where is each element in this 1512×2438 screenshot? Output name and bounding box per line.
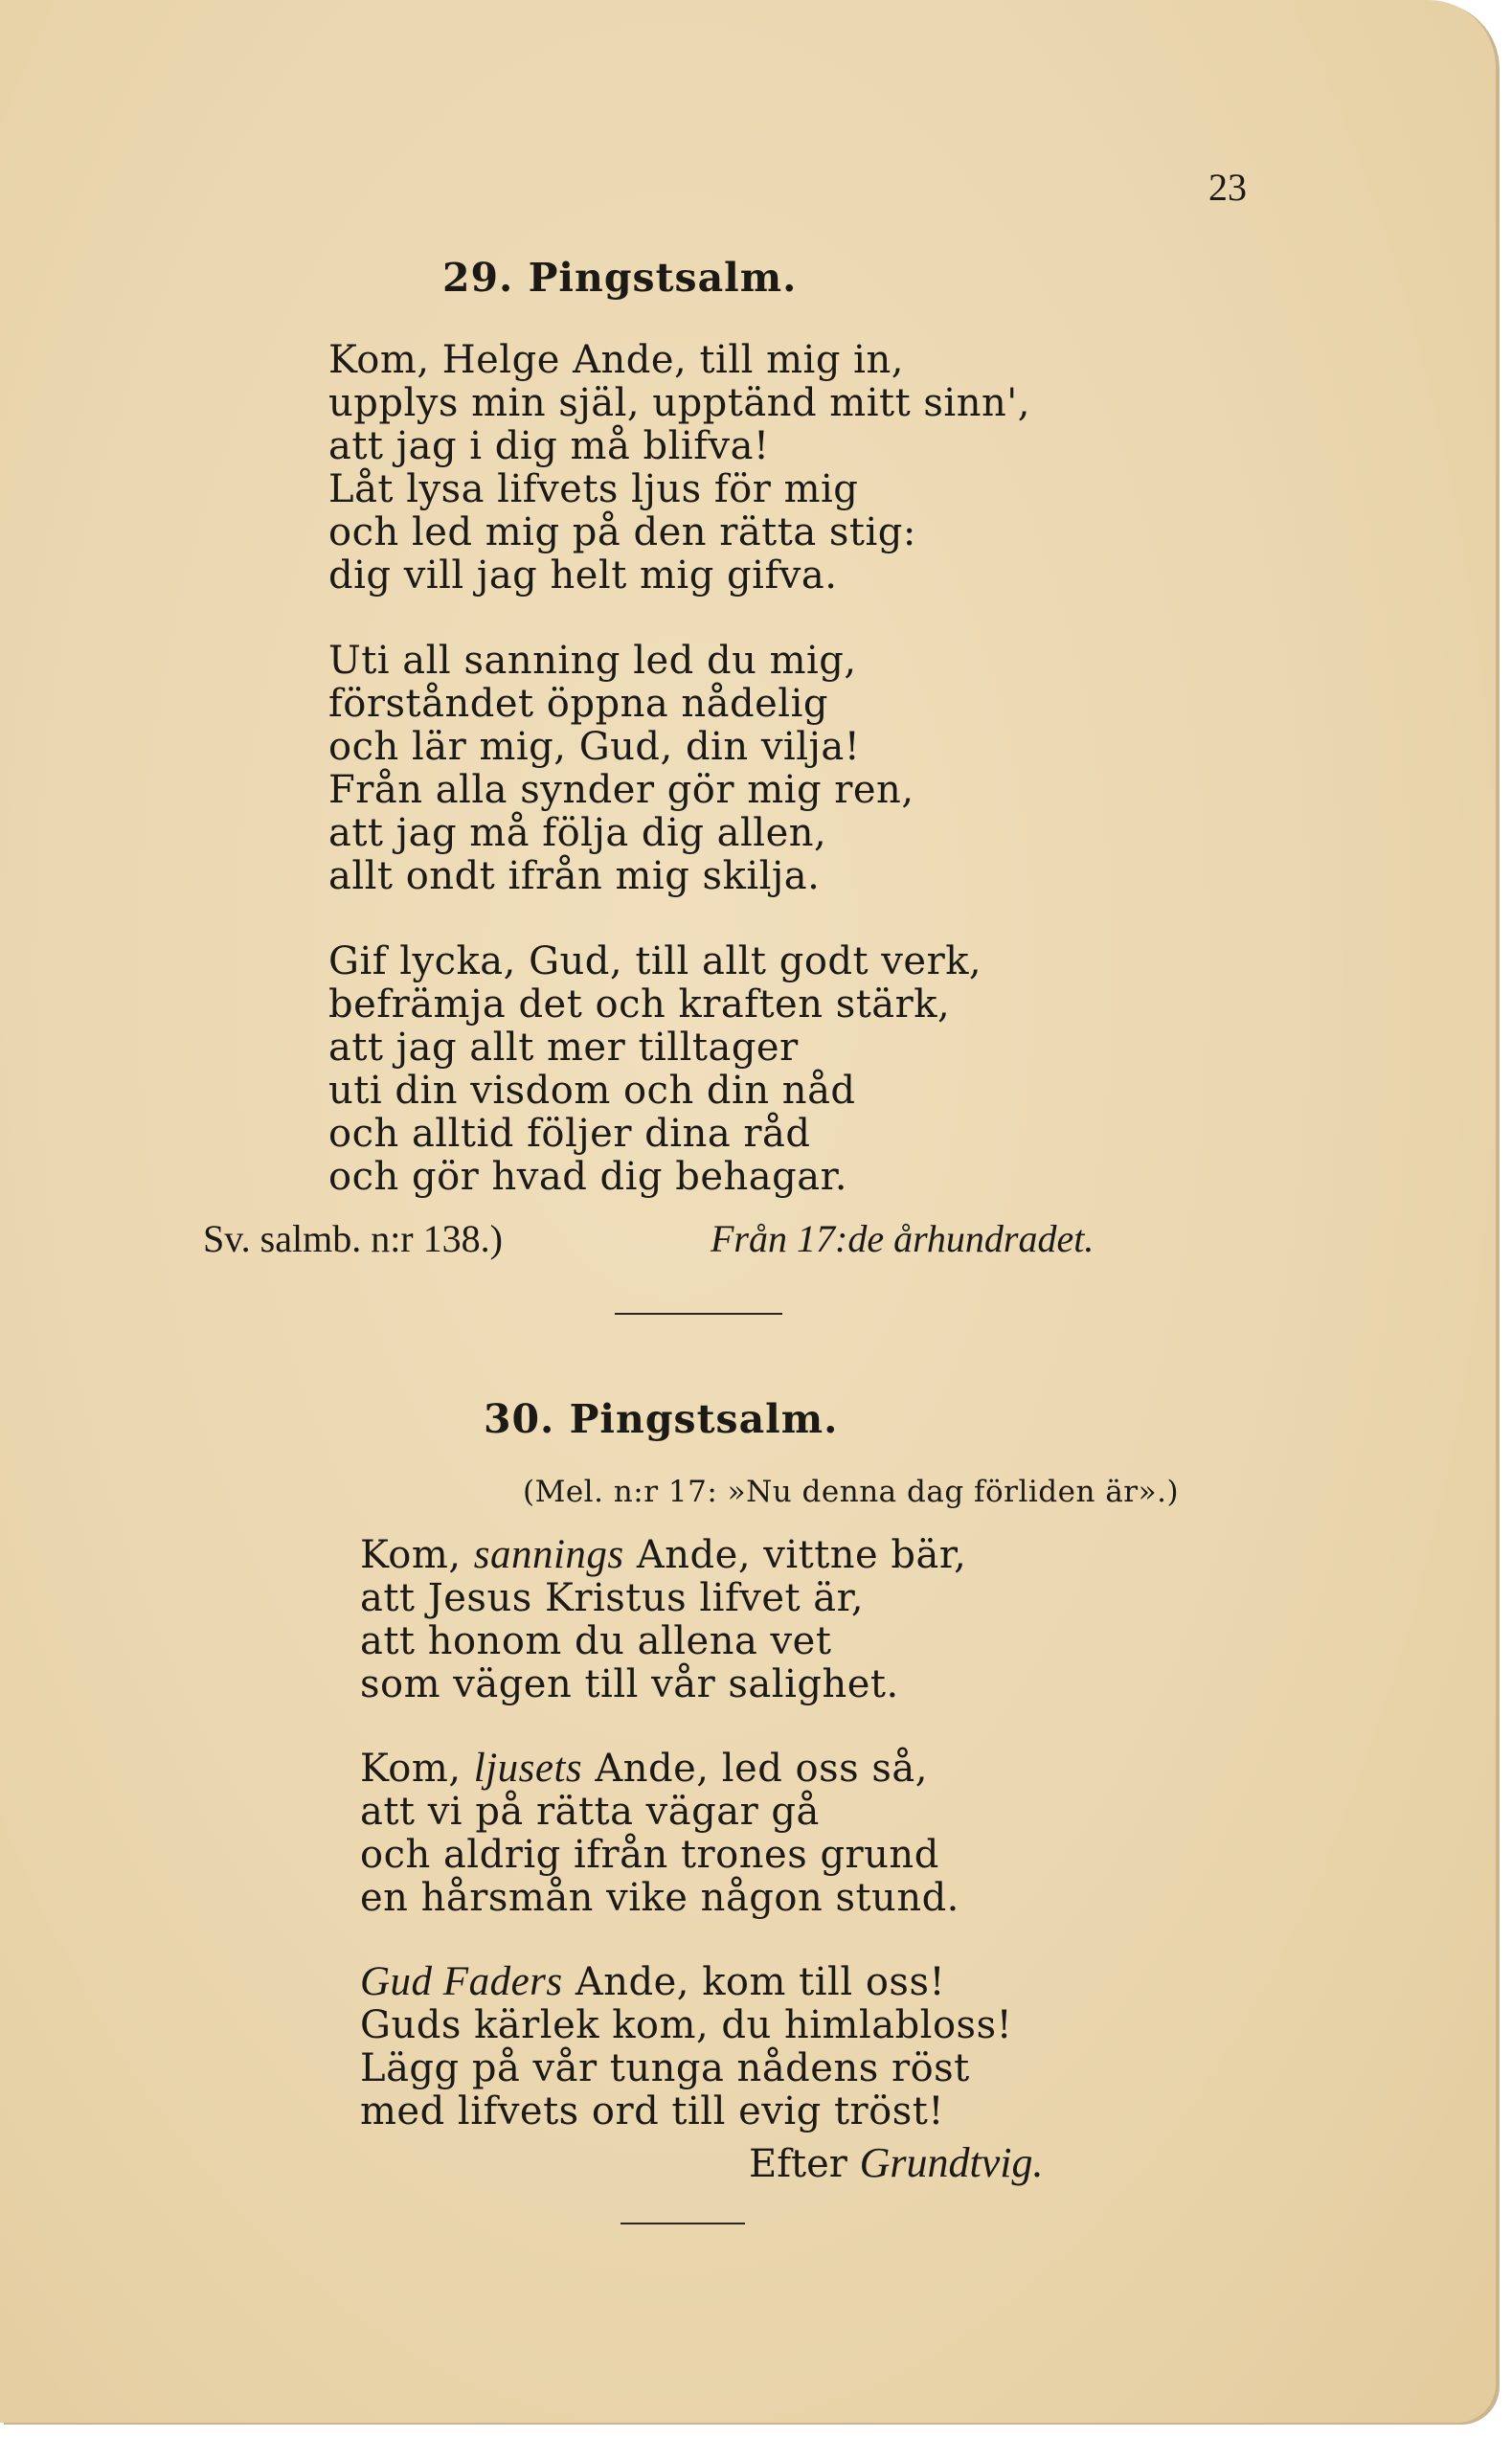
verse-line: befrämja det och kraften stärk, — [328, 982, 951, 1027]
verse-line: och lär mig, Gud, din vilja! — [328, 725, 861, 769]
verse-line: Uti all sanning led du mig, — [328, 639, 857, 683]
verse-line: dig vill jag helt mig gifva. — [328, 553, 838, 598]
verse-line: Gud Faders Ande, kom till oss! — [360, 1959, 946, 2004]
end-divider — [621, 2223, 745, 2224]
attribution-prefix: Efter — [749, 2142, 860, 2186]
emphasis-word: Gud Faders — [360, 1959, 563, 2004]
emphasis-word: sannings — [473, 1532, 624, 1577]
verse-line: allt ondt ifrån mig skilja. — [328, 854, 821, 898]
verse-line: och gör hvad dig behagar. — [328, 1155, 848, 1199]
verse-line: som vägen till vår salighet. — [360, 1662, 899, 1706]
verse-line: Kom, ljusets Ande, led oss så, — [360, 1746, 928, 1791]
verse-line: förståndet öppna nådelig — [328, 682, 828, 726]
verse-line: Lägg på vår tunga nådens röst — [360, 2046, 970, 2090]
hymn-30-stanza-1 — [360, 1533, 966, 1706]
verse-line: uti din visdom och din nåd — [328, 1069, 856, 1113]
verse-line: att honom du allena vet — [360, 1619, 832, 1663]
verse-line: att Jesus Kristus lifvet är, — [360, 1576, 865, 1620]
verse-line: Guds kärlek kom, du himlabloss! — [360, 2003, 1013, 2047]
hymn-30-attribution — [749, 2138, 1043, 2187]
hymn-29-title: 29. Pingstsalm. — [442, 255, 798, 301]
verse-line: Låt lysa lifvets ljus för mig — [328, 467, 859, 511]
page-number: 23 — [1208, 166, 1247, 209]
hymn-29-stanza-1 — [328, 339, 1030, 598]
emphasis-word: ljusets — [473, 1746, 583, 1791]
hymn-29-source — [203, 1216, 1218, 1261]
verse-line: att jag i dig må blifva! — [328, 424, 770, 468]
hymn-29-source-reference: Sv. salmb. n:r 138.) — [203, 1217, 503, 1260]
hymn-29-stanza-2 — [328, 640, 914, 898]
verse-line: Kom, sannings Ande, vittne bär, — [360, 1532, 967, 1577]
verse-line: med lifvets ord till evig tröst! — [360, 2089, 944, 2133]
section-divider — [615, 1313, 782, 1315]
verse-line: Kom, Helge Ande, till mig in, — [328, 338, 904, 382]
verse-line: att jag må följa dig allen, — [328, 811, 827, 855]
verse-line: Från alla synder gör mig ren, — [328, 768, 914, 812]
hymn-30-title: 30. Pingstsalm. — [484, 1396, 839, 1442]
verse-line: att jag allt mer tilltager — [328, 1026, 799, 1070]
attribution-author: Grundtvig. — [859, 2139, 1044, 2186]
verse-line: och alltid följer dina råd — [328, 1112, 811, 1156]
verse-line: att vi på rätta vägar gå — [360, 1790, 820, 1834]
hymn-29-stanza-3 — [328, 940, 982, 1199]
verse-line: och led mig på den rätta stig: — [328, 510, 916, 554]
verse-line: en hårsmån vike någon stund. — [360, 1876, 959, 1920]
hymn-29-source-origin: Från 17:de århundradet. — [711, 1217, 1095, 1260]
hymn-30-stanza-3 — [360, 1960, 1012, 2133]
verse-line: och aldrig ifrån trones grund — [360, 1833, 939, 1877]
verse-line: Gif lycka, Gud, till allt godt verk, — [328, 939, 982, 983]
hymn-30-melody-note: (Mel. n:r 17: »Nu denna dag förliden är».) — [523, 1475, 1180, 1509]
hymn-30-stanza-2 — [360, 1747, 959, 1920]
verse-line: upplys min själ, upptänd mitt sinn', — [328, 381, 1030, 425]
